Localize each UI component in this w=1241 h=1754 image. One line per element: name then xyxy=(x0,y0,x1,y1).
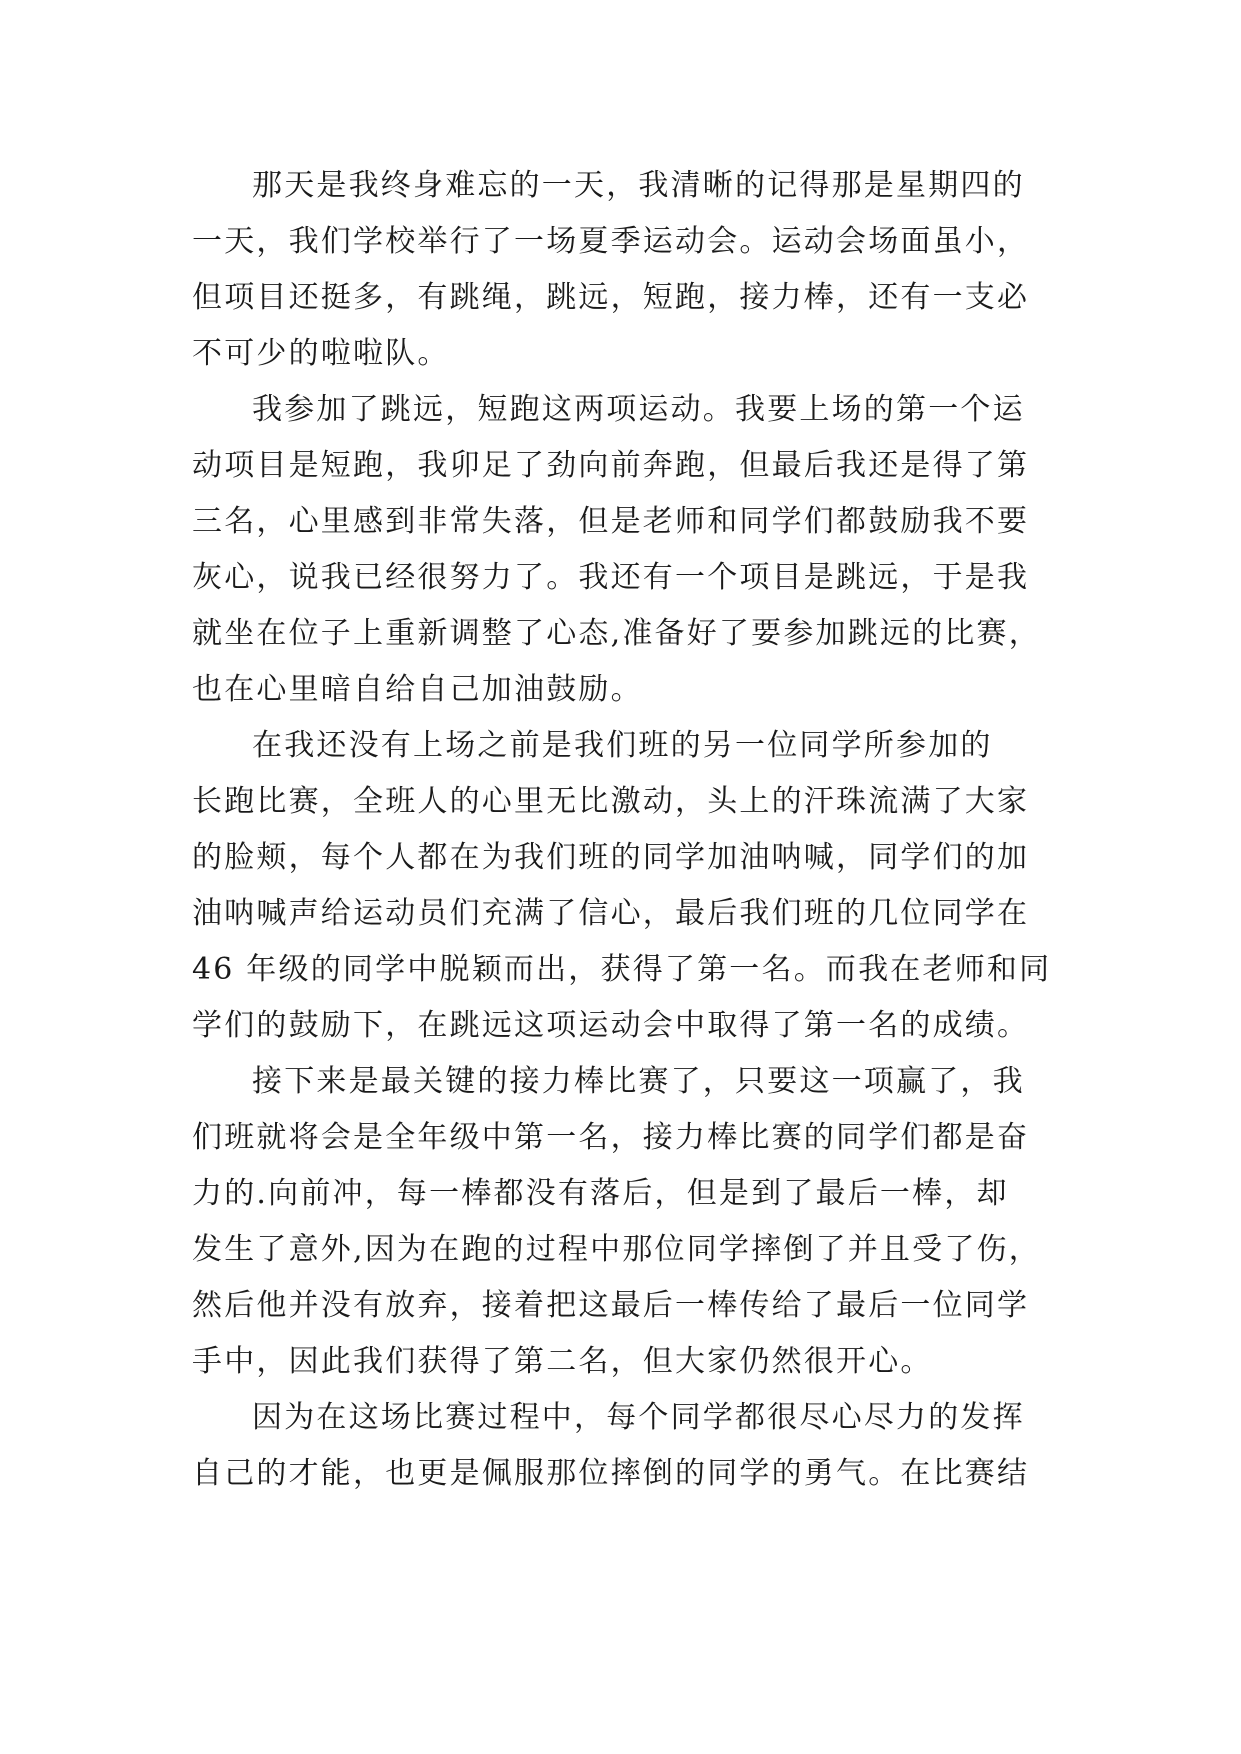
document-body xyxy=(192,158,1062,1502)
paragraph-line: 但项目还挺多，有跳绳，跳远，短跑，接力棒，还有一支必 xyxy=(192,280,1030,315)
paragraph-line: 手中，因此我们获得了第二名，但大家仍然很开心。 xyxy=(192,1344,933,1379)
paragraph-line: 在我还没有上场之前是我们班的另一位同学所参加的 xyxy=(252,728,993,763)
paragraph-line: 一天，我们学校举行了一场夏季运动会。运动会场面虽小， xyxy=(192,224,1030,259)
paragraph-line: 力的.向前冲，每一棒都没有落后，但是到了最后一棒，却 xyxy=(192,1176,1009,1211)
paragraph-line: 长跑比赛，全班人的心里无比激动，头上的汗珠流满了大家 xyxy=(192,784,1030,819)
paragraph-line: 学们的鼓励下，在跳远这项运动会中取得了第一名的成绩。 xyxy=(192,1008,1030,1043)
paragraph-line: 三名，心里感到非常失落，但是老师和同学们都鼓励我不要 xyxy=(192,504,1030,539)
paragraph-line: 也在心里暗自给自己加油鼓励。 xyxy=(192,672,643,707)
paragraph-line: 46 年级的同学中脱颖而出，获得了第一名。而我在老师和同 xyxy=(192,952,1052,987)
paragraph-line: 接下来是最关键的接力棒比赛了，只要这一项赢了，我 xyxy=(252,1064,1025,1099)
paragraph-line: 发生了意外,因为在跑的过程中那位同学摔倒了并且受了伤， xyxy=(192,1232,1041,1267)
paragraph-line: 灰心，说我已经很努力了。我还有一个项目是跳远，于是我 xyxy=(192,560,1030,595)
paragraph-5 xyxy=(192,1390,1062,1502)
paragraph-3 xyxy=(192,718,1062,1054)
paragraph-2 xyxy=(192,382,1062,718)
paragraph-line: 动项目是短跑，我卯足了劲向前奔跑，但最后我还是得了第 xyxy=(192,448,1030,483)
paragraph-line: 自己的才能，也更是佩服那位摔倒的同学的勇气。在比赛结 xyxy=(192,1456,1030,1491)
paragraph-line: 不可少的啦啦队。 xyxy=(192,336,450,371)
paragraph-line: 然后他并没有放弃，接着把这最后一棒传给了最后一位同学 xyxy=(192,1288,1030,1323)
paragraph-line: 的脸颊，每个人都在为我们班的同学加油呐喊，同学们的加 xyxy=(192,840,1030,875)
paragraph-1 xyxy=(192,158,1062,382)
paragraph-line: 油呐喊声给运动员们充满了信心，最后我们班的几位同学在 xyxy=(192,896,1030,931)
paragraph-line: 因为在这场比赛过程中，每个同学都很尽心尽力的发挥 xyxy=(252,1400,1025,1435)
paragraph-line: 们班就将会是全年级中第一名，接力棒比赛的同学们都是奋 xyxy=(192,1120,1030,1155)
paragraph-4 xyxy=(192,1054,1062,1390)
paragraph-line: 那天是我终身难忘的一天，我清晰的记得那是星期四的 xyxy=(252,168,1025,203)
paragraph-line: 就坐在位子上重新调整了心态,准备好了要参加跳远的比赛， xyxy=(192,616,1041,651)
paragraph-line: 我参加了跳远，短跑这两项运动。我要上场的第一个运 xyxy=(252,392,1025,427)
